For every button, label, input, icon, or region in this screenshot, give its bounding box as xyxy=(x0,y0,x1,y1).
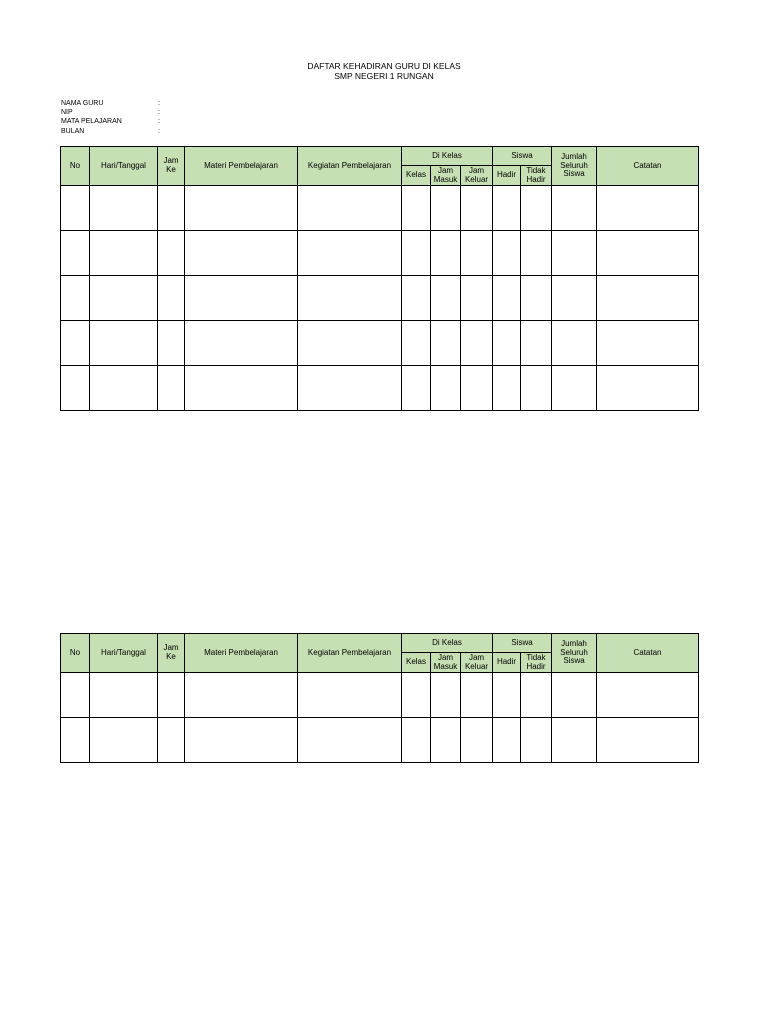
table-cell[interactable] xyxy=(402,186,431,231)
table-cell[interactable] xyxy=(431,276,461,321)
header-hadir: Hadir xyxy=(493,653,521,673)
header-siswa: Siswa xyxy=(493,634,552,653)
meta-separator: : xyxy=(158,118,160,126)
table-cell[interactable] xyxy=(521,673,552,718)
header-jumlah-siswa: Jumlah Seluruh Siswa xyxy=(552,634,597,673)
meta-label: MATA PELAJARAN xyxy=(61,118,122,126)
table-cell[interactable] xyxy=(431,231,461,276)
table-cell[interactable] xyxy=(298,321,402,366)
table-cell[interactable] xyxy=(158,718,185,763)
table-cell[interactable] xyxy=(493,673,521,718)
attendance-table-2 xyxy=(60,633,699,763)
table-row xyxy=(61,673,699,718)
header-catatan: Catatan xyxy=(597,147,699,186)
meta-separator: : xyxy=(158,127,160,135)
table-cell[interactable] xyxy=(552,321,597,366)
table-cell[interactable] xyxy=(298,186,402,231)
table-cell[interactable] xyxy=(185,276,298,321)
table-row xyxy=(61,186,699,231)
header-jam-masuk: Jam Masuk xyxy=(431,166,461,186)
table-cell[interactable] xyxy=(493,366,521,411)
table-row xyxy=(61,276,699,321)
table-cell[interactable] xyxy=(158,366,185,411)
table-cell[interactable] xyxy=(61,276,90,321)
table-cell[interactable] xyxy=(185,673,298,718)
table-cell[interactable] xyxy=(552,673,597,718)
table-cell[interactable] xyxy=(90,276,158,321)
table-cell[interactable] xyxy=(402,366,431,411)
table-cell[interactable] xyxy=(185,718,298,763)
table-cell[interactable] xyxy=(597,673,699,718)
table-cell[interactable] xyxy=(402,321,431,366)
teacher-info-block xyxy=(61,99,160,136)
table-cell[interactable] xyxy=(552,366,597,411)
table-cell[interactable] xyxy=(402,673,431,718)
table-row xyxy=(61,321,699,366)
table-cell[interactable] xyxy=(461,321,493,366)
table-cell[interactable] xyxy=(461,673,493,718)
table-cell[interactable] xyxy=(461,366,493,411)
header-jumlah-siswa: Jumlah Seluruh Siswa xyxy=(552,147,597,186)
table-cell[interactable] xyxy=(61,186,90,231)
header-kelas: Kelas xyxy=(402,653,431,673)
meta-separator: : xyxy=(158,100,160,107)
table-cell[interactable] xyxy=(493,231,521,276)
header-di-kelas: Di Kelas xyxy=(402,147,493,166)
table-cell[interactable] xyxy=(431,186,461,231)
header-hadir: Hadir xyxy=(493,166,521,186)
table-cell[interactable] xyxy=(521,186,552,231)
header-no: No xyxy=(61,634,90,673)
table-cell[interactable] xyxy=(402,231,431,276)
table-cell[interactable] xyxy=(552,186,597,231)
table-cell[interactable] xyxy=(461,186,493,231)
table-cell[interactable] xyxy=(552,276,597,321)
table-cell[interactable] xyxy=(431,321,461,366)
table-cell[interactable] xyxy=(493,186,521,231)
table-cell[interactable] xyxy=(597,718,699,763)
meta-row-mata-pelajaran xyxy=(61,117,160,126)
table-cell[interactable] xyxy=(461,276,493,321)
table-cell[interactable] xyxy=(185,321,298,366)
table-cell[interactable] xyxy=(158,186,185,231)
meta-label: BULAN xyxy=(61,127,85,135)
header-tidak-hadir: Tidak Hadir xyxy=(521,653,552,673)
title-line-2: SMP NEGERI 1 RUNGAN xyxy=(334,71,434,81)
table-cell[interactable] xyxy=(185,366,298,411)
table-cell[interactable] xyxy=(61,366,90,411)
table-cell[interactable] xyxy=(521,366,552,411)
table-cell[interactable] xyxy=(61,321,90,366)
table-cell[interactable] xyxy=(493,718,521,763)
table-cell[interactable] xyxy=(90,366,158,411)
table-cell[interactable] xyxy=(90,231,158,276)
document-title xyxy=(0,61,768,81)
table-cell[interactable] xyxy=(158,321,185,366)
meta-separator: : xyxy=(158,109,160,117)
header-materi: Materi Pembelajaran xyxy=(185,147,298,186)
table-cell[interactable] xyxy=(90,321,158,366)
title-line-1: DAFTAR KEHADIRAN GURU DI KELAS xyxy=(307,61,461,71)
meta-label: NAMA GURU xyxy=(61,100,104,107)
table-cell[interactable] xyxy=(552,718,597,763)
table-cell[interactable] xyxy=(90,186,158,231)
table-cell[interactable] xyxy=(597,186,699,231)
attendance-table-1 xyxy=(60,146,699,411)
table-cell[interactable] xyxy=(461,231,493,276)
table-cell[interactable] xyxy=(597,276,699,321)
table-cell[interactable] xyxy=(493,321,521,366)
table-row xyxy=(61,718,699,763)
table-cell[interactable] xyxy=(521,276,552,321)
header-catatan: Catatan xyxy=(597,634,699,673)
header-kelas: Kelas xyxy=(402,166,431,186)
header-jam-keluar: Jam Keluar xyxy=(461,166,493,186)
table-cell[interactable] xyxy=(597,366,699,411)
header-kegiatan: Kegiatan Pembelajaran xyxy=(298,634,402,673)
header-kegiatan: Kegiatan Pembelajaran xyxy=(298,147,402,186)
table-cell[interactable] xyxy=(402,276,431,321)
table-cell[interactable] xyxy=(90,673,158,718)
table-cell[interactable] xyxy=(298,276,402,321)
table-cell[interactable] xyxy=(90,718,158,763)
table-cell[interactable] xyxy=(402,718,431,763)
header-jam-ke: Jam Ke xyxy=(158,147,185,186)
table-cell[interactable] xyxy=(521,718,552,763)
header-hari-tanggal: Hari/Tanggal xyxy=(90,147,158,186)
table-cell[interactable] xyxy=(597,321,699,366)
table-row xyxy=(61,231,699,276)
table-cell[interactable] xyxy=(185,231,298,276)
table-cell[interactable] xyxy=(298,231,402,276)
header-hari-tanggal: Hari/Tanggal xyxy=(90,634,158,673)
header-jam-masuk: Jam Masuk xyxy=(431,653,461,673)
table-cell[interactable] xyxy=(158,276,185,321)
header-no: No xyxy=(61,147,90,186)
meta-row-bulan xyxy=(61,127,160,136)
table-cell[interactable] xyxy=(521,321,552,366)
table-cell[interactable] xyxy=(298,366,402,411)
table-row xyxy=(61,366,699,411)
header-jam-ke: Jam Ke xyxy=(158,634,185,673)
table-cell[interactable] xyxy=(185,186,298,231)
table-cell[interactable] xyxy=(431,673,461,718)
header-di-kelas: Di Kelas xyxy=(402,634,493,653)
meta-label: NIP xyxy=(61,109,73,117)
table-cell[interactable] xyxy=(61,718,90,763)
table-cell[interactable] xyxy=(493,276,521,321)
header-materi: Materi Pembelajaran xyxy=(185,634,298,673)
table-cell[interactable] xyxy=(298,718,402,763)
table-cell[interactable] xyxy=(158,231,185,276)
table-cell[interactable] xyxy=(431,366,461,411)
table-cell[interactable] xyxy=(298,673,402,718)
table-cell[interactable] xyxy=(597,231,699,276)
header-jam-keluar: Jam Keluar xyxy=(461,653,493,673)
table-cell[interactable] xyxy=(61,673,90,718)
header-tidak-hadir: Tidak Hadir xyxy=(521,166,552,186)
table-cell[interactable] xyxy=(521,231,552,276)
table-cell[interactable] xyxy=(431,718,461,763)
header-siswa: Siswa xyxy=(493,147,552,166)
table-cell[interactable] xyxy=(552,231,597,276)
table-cell[interactable] xyxy=(158,673,185,718)
table-cell[interactable] xyxy=(61,231,90,276)
meta-row-nip xyxy=(61,108,160,117)
meta-row-nama-guru xyxy=(61,99,160,108)
table-cell[interactable] xyxy=(461,718,493,763)
